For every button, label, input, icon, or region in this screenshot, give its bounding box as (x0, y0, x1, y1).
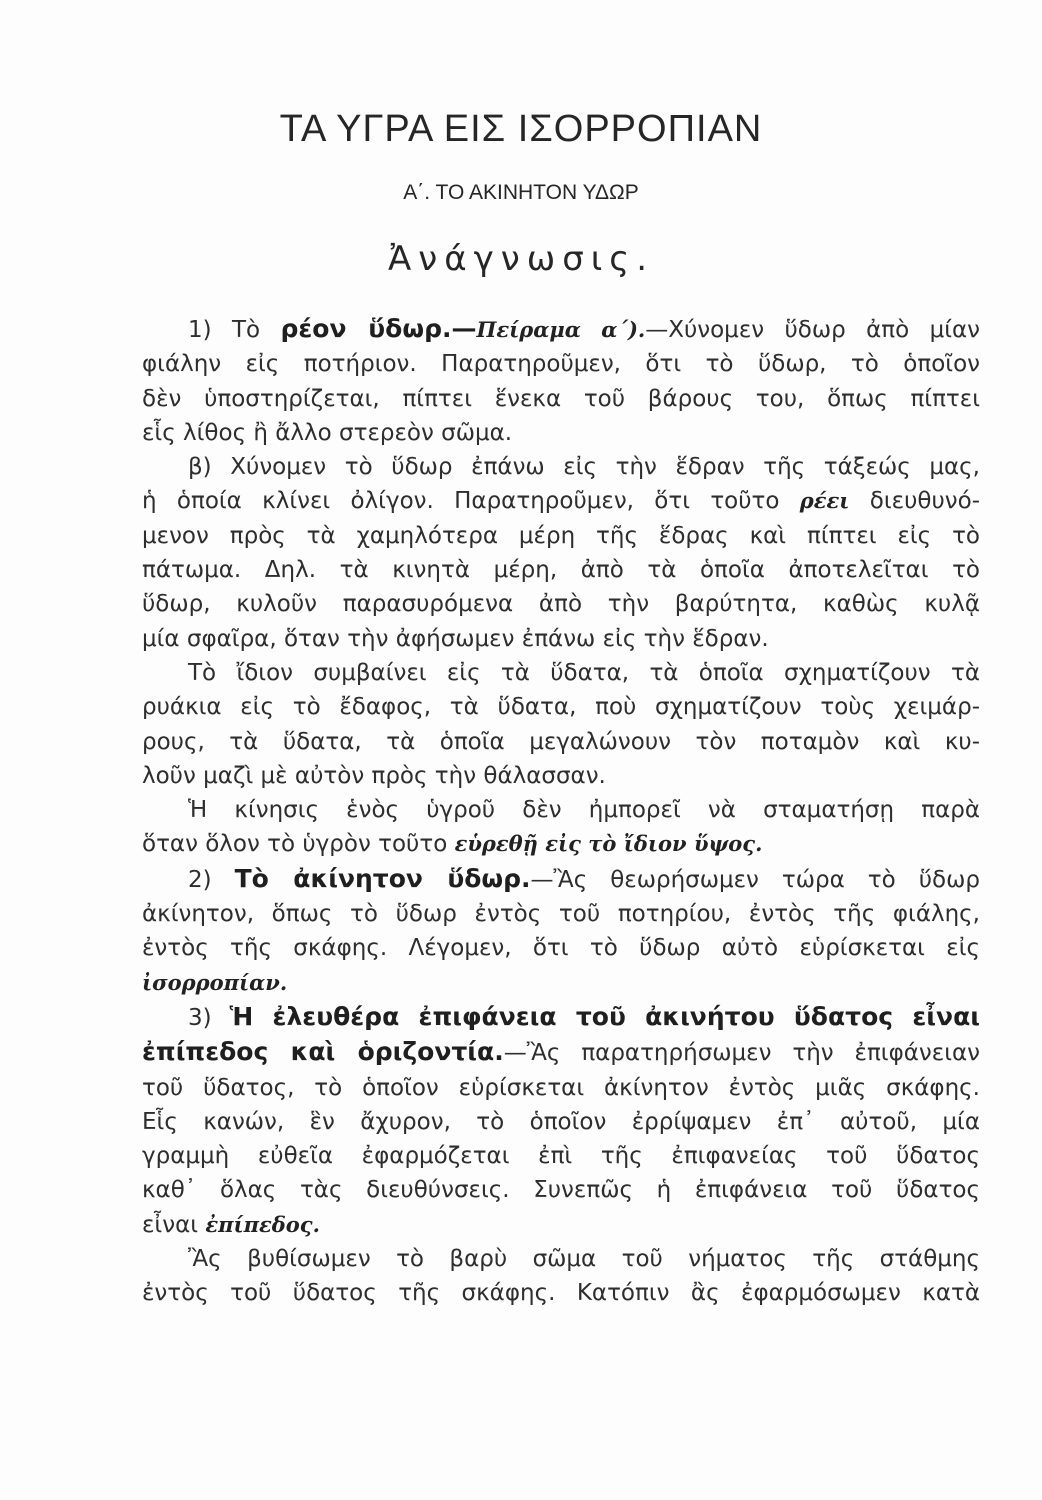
text-line: ἀκίνητον, ὅπως τὸ ὕδωρ ἐντὸς τοῦ ποτηρίου, ἐντὸς τῆς φιάλης, (142, 901, 980, 928)
item-number: 1) Τὸ (188, 317, 281, 343)
text-line: λοῦν μαζὶ μὲ αὐτὸν πρὸς τὴν θάλασσαν. (142, 762, 606, 789)
text-line (142, 827, 980, 861)
body-text (142, 312, 980, 1311)
text-line (142, 312, 980, 347)
text-line (142, 1000, 980, 1035)
text-line (142, 862, 980, 897)
text-segment: —Ἂς παρατηρήσωμεν τὴν ἐπιφάνειαν (503, 1040, 980, 1067)
subheading-free-surface: Ἡ ἐλευθέρα ἐπιφάνεια τοῦ ἀκινήτου ὕδατος εἶναι (229, 1001, 980, 1031)
item-number: 2) (188, 866, 235, 893)
text-line: Ἡ κίνησις ἑνὸς ὑγροῦ δὲν ἠμπορεῖ νὰ σταματήσῃ παρὰ (188, 797, 980, 824)
text-line: ἐντὸς τοῦ ὕδατος τῆς σκάφης. Κατόπιν ἂς ἐφαρμόσωμεν κατὰ (142, 1280, 980, 1307)
subheading-free-surface-cont: ἐπίπεδος καὶ ὁριζοντία. (142, 1037, 504, 1067)
text-line: μία σφαῖρα, ὅταν τὴν ἀφήσωμεν ἐπάνω εἰς τὴν ἕδραν. (142, 625, 769, 652)
experiment-label: Πείραμα α΄). (476, 317, 646, 342)
section-title: Α΄. ΤΟ ΑΚΙΝΗΤΟΝ ΥΔΩΡ (403, 181, 639, 204)
text-line (142, 1208, 980, 1242)
text-line: μενον πρὸς τὰ χαμηλότερα μέρη τῆς ἕδρας καὶ πίπτει εἰς τὸ (142, 522, 980, 549)
text-line: Τὸ ἴδιον συμβαίνει εἰς τὰ ὕδατα, τὰ ὁποῖα σχηματίζουν τὰ (188, 659, 980, 686)
text-segment: διευθυνό- (849, 488, 980, 515)
text-line: ρους, τὰ ὕδατα, τὰ ὁποῖα μεγαλώνουν τὸν ποταμὸν καὶ κυ- (142, 728, 980, 755)
text-line (142, 484, 980, 518)
text-line: β) Χύνομεν τὸ ὕδωρ ἐπάνω εἰς τὴν ἕδραν τῆς τάξεώς μας, (188, 454, 980, 481)
text-segment: εἶναι (142, 1211, 206, 1238)
text-segment: —Χύνομεν ὕδωρ ἀπὸ μίαν (645, 317, 980, 343)
emphasis-equilibrium: ἰσορροπίαν. (142, 969, 288, 995)
text-line: ρυάκια εἰς τὸ ἔδαφος, τὰ ὕδατα, ποὺ σχηματίζουν τοὺς χειμάρ- (142, 694, 980, 721)
emphasis-flat: ἐπίπεδος. (205, 1211, 320, 1237)
text-segment: ὅταν ὅλον τὸ ὑγρὸν τοῦτο (142, 831, 455, 858)
text-line: ἐντὸς τῆς σκάφης. Λέγομεν, ὅτι τὸ ὕδωρ αὐτὸ εὑρίσκεται εἰς (142, 935, 980, 962)
text-line (142, 1035, 980, 1070)
emphasis-flows: ρέει (799, 488, 850, 514)
text-line: γραμμὴ εὐθεῖα ἐφαρμόζεται ἐπὶ τῆς ἐπιφανείας τοῦ ὕδατος (142, 1143, 980, 1170)
emphasis-same-level: εὑρεθῇ εἰς τὸ ἴδιον ὕψος. (454, 831, 763, 857)
subheading-still-water: Τὸ ἀκίνητον ὕδωρ. (234, 863, 531, 893)
text-line: τοῦ ὕδατος, τὸ ὁποῖον εὑρίσκεται ἀκίνητον ἐντὸς μιᾶς σκάφης. (142, 1074, 980, 1101)
item-number: 3) (188, 1004, 230, 1031)
chapter-title: ΤΑ ΥΓΡΑ ΕΙΣ ΙΣΟΡΡΟΠΙΑΝ (279, 108, 763, 150)
reading-title: Ἀνάγνωσις. (387, 239, 655, 279)
text-line: ὕδωρ, κυλοῦν παρασυρόμενα ἀπὸ τὴν βαρύτητα, καθὼς κυλᾷ (142, 591, 980, 618)
text-line: Εἷς κανών, ἓν ἄχυρον, τὸ ὁποῖον ἐρρίψαμεν ἐπ᾽ αὐτοῦ, μία (142, 1108, 980, 1135)
text-line: πάτωμα. Δηλ. τὰ κινητὰ μέρη, ἀπὸ τὰ ὁποῖα ἀποτελεῖται τὸ (142, 557, 980, 584)
text-line: καθ᾽ ὅλας τὰς διευθύνσεις. Συνεπῶς ἡ ἐπιφάνεια τοῦ ὕδατος (142, 1177, 980, 1204)
text-segment: ἡ ὁποία κλίνει ὀλίγον. Παρατηροῦμεν, ὅτι τοῦτο (142, 488, 800, 515)
text-line: δὲν ὑποστηρίζεται, πίπτει ἕνεκα τοῦ βάρους του, ὅπως πίπτει (142, 385, 980, 412)
text-line: Ἂς βυθίσωμεν τὸ βαρὺ σῶμα τοῦ νήματος τῆς στάθμης (188, 1246, 980, 1273)
subheading-flowing-water: ρέον ὕδωρ.— (280, 314, 477, 343)
text-segment: —Ἂς θεωρήσωμεν τώρα τὸ ὕδωρ (530, 866, 980, 893)
text-line: φιάλην εἰς ποτήριον. Παρατηροῦμεν, ὅτι τὸ ὕδωρ, τὸ ὁποῖον (142, 351, 980, 378)
text-line: εἷς λίθος ἢ ἄλλο στερεὸν σῶμα. (142, 419, 513, 446)
